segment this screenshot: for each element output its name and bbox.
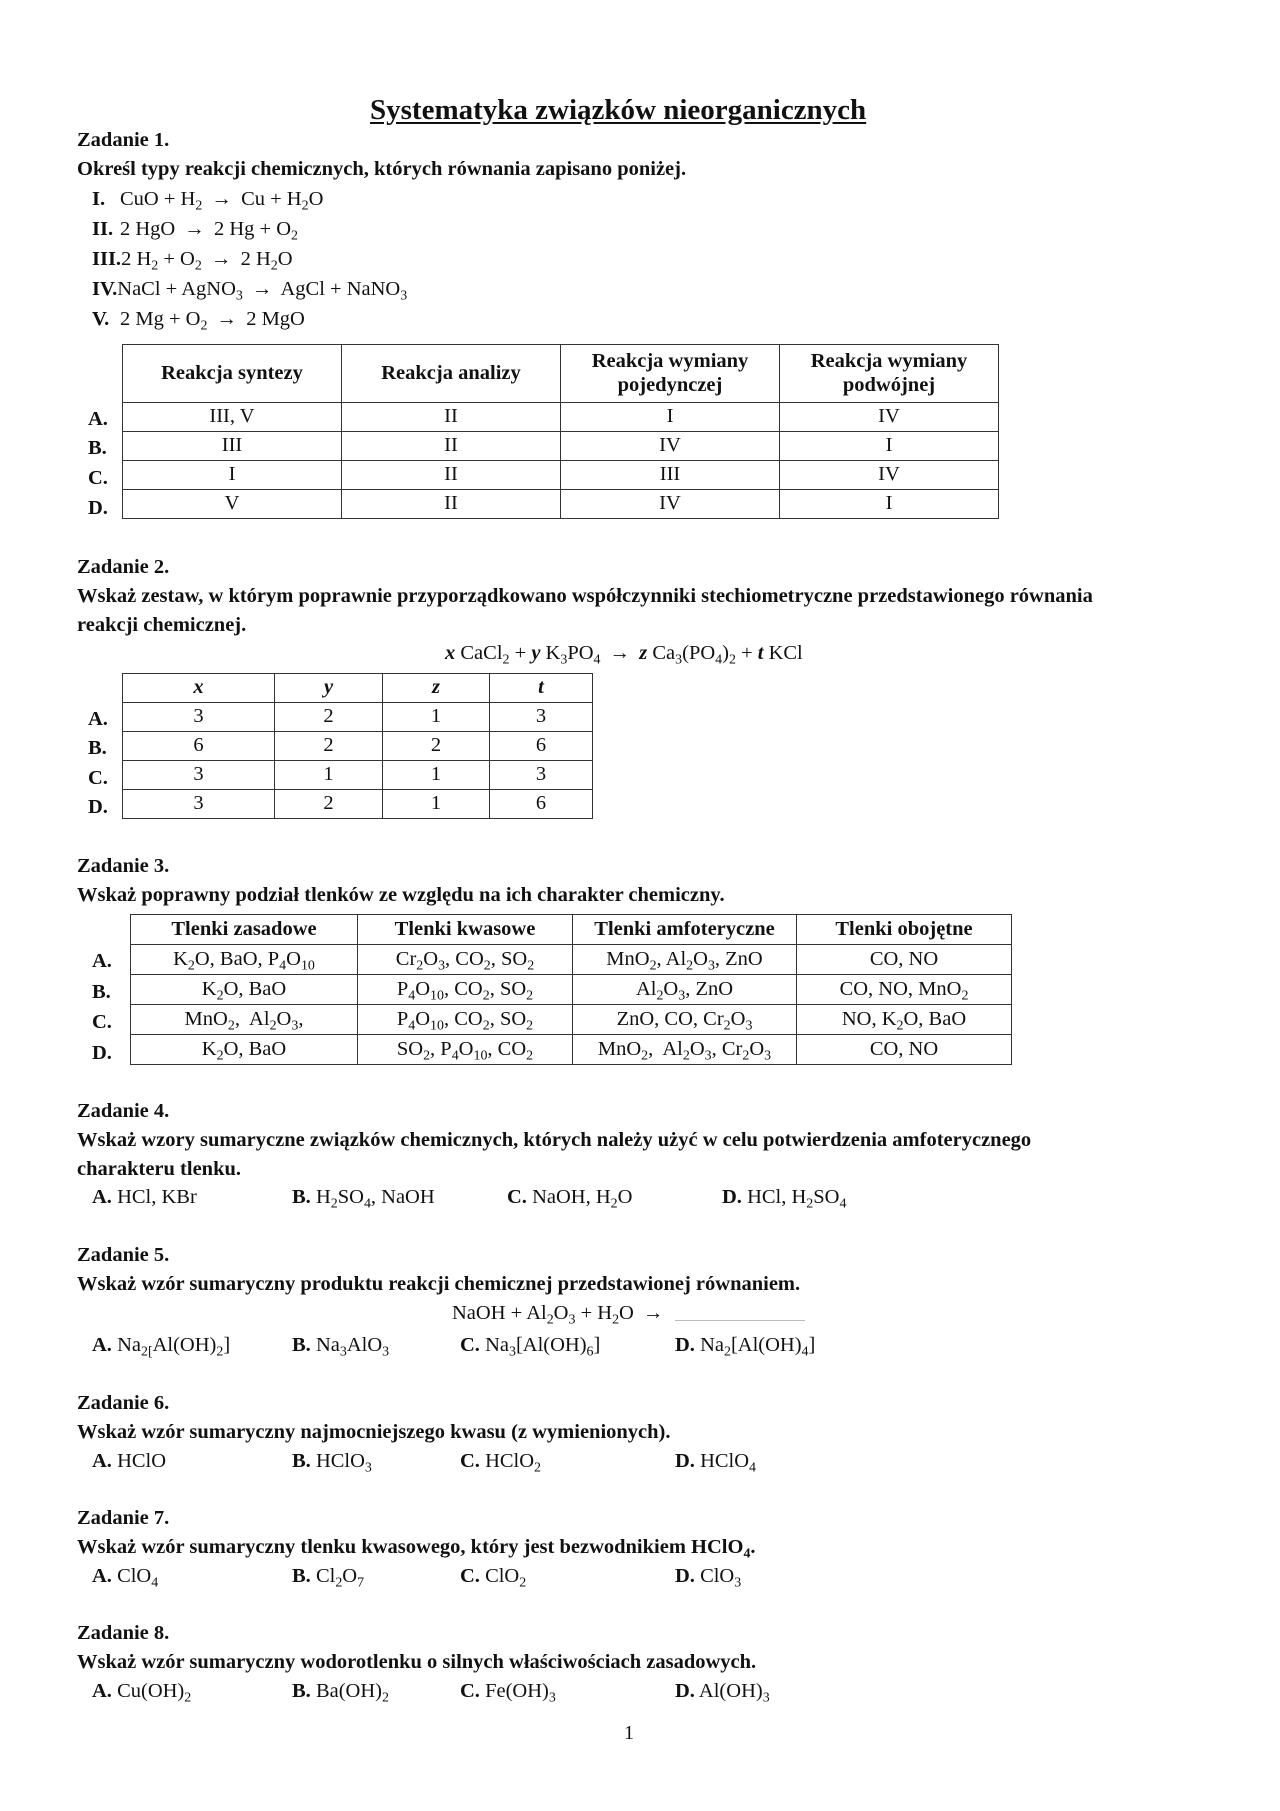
option-label: C. (460, 1565, 480, 1587)
table-cell: 3 (123, 703, 275, 732)
task-1-heading: Zadanie 1. (77, 129, 170, 151)
equation-5: V. 2 $Mg + O_2 \to 2$ MgO (92, 308, 305, 334)
table-row (123, 761, 593, 790)
table-cell: II (342, 432, 561, 461)
table-header: x (123, 674, 275, 703)
task-5-option-d: D. $Na_2[Al(OH)_4]$ (675, 1334, 816, 1360)
table-cell: II (342, 461, 561, 490)
table-header: Tlenki kwasowe (358, 915, 573, 945)
option-label: C. (460, 1450, 480, 1472)
table-cell: II (342, 403, 561, 432)
table-cell: 2 (275, 703, 383, 732)
table-cell: $SO_2$, $P_4O_{10}$, $CO_2$ (358, 1035, 573, 1065)
option-label: B. (292, 1450, 311, 1472)
table-cell: I (780, 432, 999, 461)
task-4-heading: Zadanie 4. (77, 1100, 170, 1122)
task-5-question: Wskaż wzór sumaryczny produktu reakcji chemicznej przedstawionej równaniem. (77, 1273, 801, 1295)
table-header: Reakcja wymiany pojedynczej (561, 345, 780, 403)
task-5-heading: Zadanie 5. (77, 1244, 170, 1266)
table-cell: III (561, 461, 780, 490)
option-label: D. (675, 1450, 695, 1472)
row-label: D. (88, 796, 108, 818)
task-6-option-b: B. HClO$_3$ (292, 1450, 372, 1476)
table-cell: 2 (275, 790, 383, 819)
row-label: B. (92, 981, 111, 1003)
option-label: A. (92, 1450, 112, 1472)
task-6-question: Wskaż wzór sumaryczny najmocniejszego kwasu (z wymienionych). (77, 1421, 671, 1443)
table-cell: $K_2O$, BaO (131, 975, 358, 1005)
table-cell: I (123, 461, 342, 490)
table-cell: NO, $K_2O$, BaO (797, 1005, 1012, 1035)
task-7-option-b: B. $Cl_2O_7$ (292, 1565, 365, 1591)
table-cell: 1 (383, 761, 490, 790)
table-row (131, 1005, 1012, 1035)
equation-label: III. (92, 248, 122, 270)
task-6-option-a: A. HClO (92, 1450, 167, 1472)
table-cell: CO, NO (797, 945, 1012, 975)
task-5-option-b: B. $Na_3AlO_3$ (292, 1334, 390, 1360)
option-label: D. (722, 1186, 742, 1208)
table-cell: III, V (123, 403, 342, 432)
table-header: z (383, 674, 490, 703)
task-7-question-text: Wskaż wzór sumaryczny tlenku kwasowego, który jest bezwodnikiem (77, 1536, 686, 1558)
equation-label: V. (92, 308, 110, 330)
option-label: D. (675, 1565, 695, 1587)
table-cell: 6 (490, 732, 593, 761)
table-cell: 2 (275, 732, 383, 761)
table-header: Tlenki zasadowe (131, 915, 358, 945)
table-row (123, 403, 999, 432)
row-label: D. (92, 1042, 112, 1064)
option-label: B. (292, 1565, 311, 1587)
table-row (123, 790, 593, 819)
task-2-question-line-1: Wskaż zestaw, w którym poprawnie przyporządkowano współczynniki stechiometryczne przedstawionego równania (77, 585, 1093, 607)
table-cell: $P_4O_{10}$, $CO_2$, $SO_2$ (358, 1005, 573, 1035)
table-header: Reakcja wymiany podwójnej (780, 345, 999, 403)
equation-label: I. (92, 188, 106, 210)
table-cell: 6 (490, 790, 593, 819)
table-cell: IV (561, 490, 780, 519)
task-2-question-line-2: reakcji chemicznej. (77, 614, 247, 636)
page-number: 1 (624, 1722, 634, 1744)
table-cell: 1 (383, 703, 490, 732)
table-cell: 2 (383, 732, 490, 761)
table-cell: IV (561, 432, 780, 461)
table-cell: 1 (275, 761, 383, 790)
row-label: A. (88, 408, 108, 430)
task-4-option-d: D. HCl, $H_2SO_4$ (722, 1186, 847, 1212)
table-cell: I (561, 403, 780, 432)
table-cell: III (123, 432, 342, 461)
table-cell: CO, NO, MnO$_2$ (797, 975, 1012, 1005)
table-cell: ZnO, CO, $Cr_2O_3$ (573, 1005, 797, 1035)
row-label: C. (88, 467, 108, 489)
table-cell: V (123, 490, 342, 519)
equation-2: II. 2 HgO → 2 $Hg + O_2$ (92, 218, 298, 244)
option-label: A. (92, 1680, 112, 1702)
table-cell: IV (780, 461, 999, 490)
task-3-table (130, 914, 1012, 1065)
task-8-option-d: D. $Al(OH)_3$ (675, 1680, 770, 1706)
table-cell: $Al_2O_3$, ZnO (573, 975, 797, 1005)
option-label: B. (292, 1186, 311, 1208)
option-label: D. (675, 1334, 695, 1356)
table-cell: CO, NO (797, 1035, 1012, 1065)
task-7-heading: Zadanie 7. (77, 1507, 170, 1529)
table-cell: 6 (123, 732, 275, 761)
table-header: Tlenki obojętne (797, 915, 1012, 945)
table-row (131, 945, 1012, 975)
table-cell: 3 (490, 703, 593, 732)
task-5-equation: NaOH + $Al_2O_3 + H_2O$ → (452, 1303, 805, 1324)
table-header: Reakcja syntezy (123, 345, 342, 403)
table-header: y (275, 674, 383, 703)
task-2-heading: Zadanie 2. (77, 556, 170, 578)
task-1-question: Określ typy reakcji chemicznych, których równania zapisano poniżej. (77, 158, 687, 180)
table-header: Tlenki amfoteryczne (573, 915, 797, 945)
task-7-option-d: D. ClO$_3$ (675, 1565, 742, 1591)
task-2-table (122, 673, 593, 819)
table-cell: 3 (490, 761, 593, 790)
table-header: t (490, 674, 593, 703)
row-label: A. (92, 950, 112, 972)
table-row (131, 1035, 1012, 1065)
table-row (123, 732, 593, 761)
option-label: B. (292, 1334, 311, 1356)
task-5-option-c: C. $Na_3[Al(OH)_6]$ (460, 1334, 601, 1360)
table-cell: $P_4O_{10}$, $CO_2$, $SO_2$ (358, 975, 573, 1005)
row-label: B. (88, 437, 107, 459)
task-4-question-line-2: charakteru tlenku. (77, 1158, 241, 1180)
task-4-option-b: B. $H_2SO_4$, NaOH (292, 1186, 435, 1212)
task-4-question-line-1: Wskaż wzory sumaryczne związków chemicznych, których należy użyć w celu potwierdzenia amfoterycznego (77, 1129, 1032, 1151)
table-row (123, 490, 999, 519)
row-label: A. (88, 708, 108, 730)
task-2-equation: x CaCl$_2$ + y $K_3PO_4 \to z$ $Ca_3(PO_4)_2 + t$ KCl (445, 642, 803, 668)
task-4-option-c: C. NaOH, $H_2O$ (507, 1186, 633, 1212)
table-header: Reakcja analizy (342, 345, 561, 403)
task-7-question: Wskaż wzór sumaryczny tlenku kwasowego, który jest bezwodnikiem HClO$_4$. (77, 1536, 756, 1562)
task-8-option-b: B. $Ba(OH)_2$ (292, 1680, 389, 1706)
row-label: D. (88, 497, 108, 519)
page-title: Systematyka związków nieorganicznych (370, 94, 867, 126)
task-1-table (122, 344, 999, 519)
option-label: A. (92, 1334, 112, 1356)
table-cell: 3 (123, 790, 275, 819)
task-6-option-c: C. HClO$_2$ (460, 1450, 542, 1476)
task-8-heading: Zadanie 8. (77, 1622, 170, 1644)
task-8-option-c: C. $Fe(OH)_3$ (460, 1680, 556, 1706)
task-6-option-d: D. HClO$_4$ (675, 1450, 757, 1476)
option-label: B. (292, 1680, 311, 1702)
table-cell: MnO$_2$, $Al_2O_3$, ZnO (573, 945, 797, 975)
table-row (123, 461, 999, 490)
answer-blank (675, 1320, 805, 1321)
task-8-option-a: A. $Cu(OH)_2$ (92, 1680, 192, 1706)
table-cell: IV (780, 403, 999, 432)
table-row (123, 432, 999, 461)
task-5-option-a: A. $Na_{2[}Al(OH)_2$] (92, 1334, 231, 1360)
table-cell: $K_2O$, BaO, $P_4O_{10}$ (131, 945, 358, 975)
equation-4: IV.NaCl + AgNO$_3$ → AgCl + NaNO$_3$ (92, 278, 408, 304)
equation-label: II. (92, 218, 114, 240)
table-cell: II (342, 490, 561, 519)
task-8-question: Wskaż wzór sumaryczny wodorotlenku o silnych właściwościach zasadowych. (77, 1651, 757, 1673)
table-cell: $K_2O$, BaO (131, 1035, 358, 1065)
task-6-heading: Zadanie 6. (77, 1392, 170, 1414)
task-7-option-c: C. ClO$_2$ (460, 1565, 527, 1591)
task-4-option-a: A. HCl, KBr (92, 1186, 197, 1208)
task-7-option-a: A. ClO$_4$ (92, 1565, 159, 1591)
row-label: C. (92, 1011, 112, 1033)
option-label: C. (507, 1186, 527, 1208)
row-label: B. (88, 737, 107, 759)
task-3-heading: Zadanie 3. (77, 855, 170, 877)
table-cell: 3 (123, 761, 275, 790)
option-label: C. (460, 1334, 480, 1356)
table-cell: I (780, 490, 999, 519)
table-row (131, 975, 1012, 1005)
option-label: A. (92, 1186, 112, 1208)
equation-1: I. CuO + $H_2 \to Cu + H_2O$ (92, 188, 324, 214)
task-3-question: Wskaż poprawny podział tlenków ze względu na ich charakter chemiczny. (77, 884, 725, 906)
equation-3: III.2 $H_2 + O_2 \to 2$ $H_2O$ (92, 248, 293, 274)
table-row (123, 703, 593, 732)
option-label: C. (460, 1680, 480, 1702)
table-cell: MnO$_2$, $Al_2O_3$, $Cr_2O_3$ (573, 1035, 797, 1065)
table-cell: 1 (383, 790, 490, 819)
option-label: D. (675, 1680, 695, 1702)
equation-label: IV. (92, 278, 118, 300)
row-label: C. (88, 767, 108, 789)
table-cell: $Cr_2O_3$, $CO_2$, $SO_2$ (358, 945, 573, 975)
table-cell: MnO$_2$, $Al_2O_3$, (131, 1005, 358, 1035)
option-label: A. (92, 1565, 112, 1587)
